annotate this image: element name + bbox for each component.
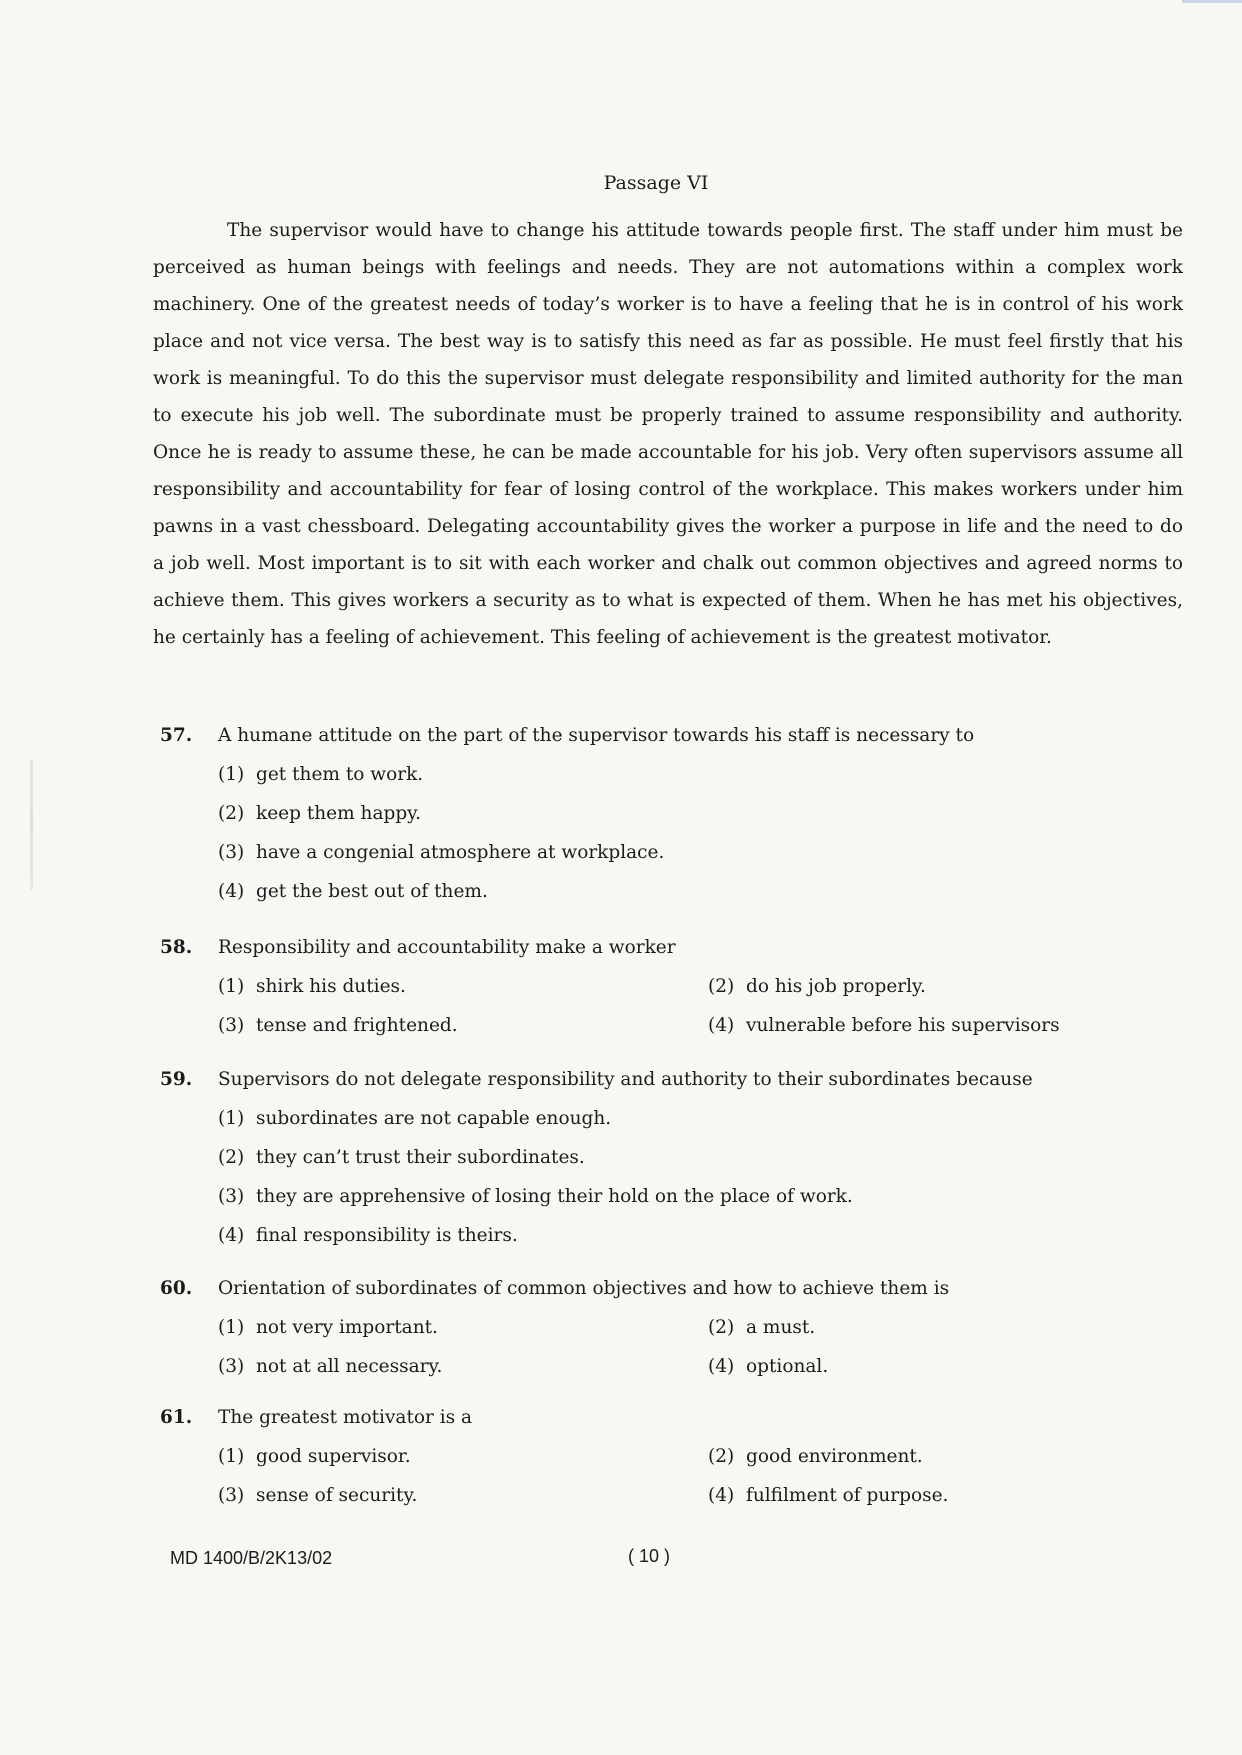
question-number: 59. xyxy=(160,1069,193,1090)
option-text: good supervisor. xyxy=(256,1446,411,1467)
option-number: (3) xyxy=(218,1356,245,1377)
option-text: good environment. xyxy=(746,1446,923,1467)
option-number: (1) xyxy=(218,764,245,785)
option-number: (1) xyxy=(218,1108,245,1129)
question-number: 60. xyxy=(160,1278,193,1299)
binding-mark xyxy=(30,760,33,890)
option-number: (3) xyxy=(218,1186,245,1207)
question-number: 58. xyxy=(160,937,193,958)
option-text: keep them happy. xyxy=(256,803,422,824)
question-61 xyxy=(160,1405,1190,1509)
question-text: Supervisors do not delegate responsibility and authority to their subordinates because xyxy=(218,1069,1033,1090)
option[interactable] xyxy=(218,801,1190,827)
option[interactable] xyxy=(218,974,708,1000)
question-60 xyxy=(160,1276,1190,1380)
option-number: (3) xyxy=(218,1485,245,1506)
option-text: get them to work. xyxy=(256,764,424,785)
option[interactable] xyxy=(218,762,1190,788)
option-number: (3) xyxy=(218,842,245,863)
option-text: not at all necessary. xyxy=(256,1356,443,1377)
option[interactable] xyxy=(218,840,1190,866)
page-number: ( 10 ) xyxy=(628,1546,671,1566)
option-number: (2) xyxy=(218,803,245,824)
document-code: MD 1400/B/2K13/02 xyxy=(170,1548,333,1568)
option-number: (3) xyxy=(218,1015,245,1036)
option-text: have a congenial atmosphere at workplace. xyxy=(256,842,665,863)
option-text: a must. xyxy=(746,1317,816,1338)
option[interactable] xyxy=(708,974,1188,1000)
option[interactable] xyxy=(708,1354,1188,1380)
option[interactable] xyxy=(218,1184,1190,1210)
option-text: subordinates are not capable enough. xyxy=(256,1108,612,1129)
option[interactable] xyxy=(218,1013,708,1039)
option-number: (4) xyxy=(218,881,245,902)
option[interactable] xyxy=(218,879,1190,905)
option-number: (1) xyxy=(218,1446,245,1467)
option-text: tense and frightened. xyxy=(256,1015,458,1036)
passage-text: The supervisor would have to change his attitude towards people first. The staff under him must be perceived as human beings with feelings and needs. They are not automations within a complex work machinery. One of the greatest needs of today’s worker is to have a feeling that he is in control of his work place and not vice versa. The best way is to satisfy this need as far as possible. He must feel firstly that his work is meaningful. To do this the supervisor must delegate responsibility and limited authority for the man to execute his job well. The subordinate must be properly trained to assume responsibility and authority. Once he is ready to assume these, he can be made accountable for his job. Very often supervisors assume all responsibility and accountability for fear of losing control of the workplace. This makes workers under him pawns in a vast chessboard. Delegating accountability gives the worker a purpose in life and the need to do a job well. Most important is to sit with each worker and chalk out common objectives and agreed norms to achieve them. This gives workers a security as to what is expected of them. When he has met his objectives, he certainly has a feeling of achievement. This feeling of achievement is the greatest motivator. xyxy=(153,220,1183,648)
option-text: final responsibility is theirs. xyxy=(256,1225,518,1246)
option-number: (4) xyxy=(708,1485,735,1506)
option[interactable] xyxy=(218,1483,708,1509)
option-text: do his job properly. xyxy=(746,976,926,997)
question-57 xyxy=(160,723,1190,918)
option-text: get the best out of them. xyxy=(256,881,488,902)
option[interactable] xyxy=(218,1444,708,1470)
option[interactable] xyxy=(708,1013,1188,1039)
option-text: optional. xyxy=(746,1356,829,1377)
option[interactable] xyxy=(708,1315,1188,1341)
scan-edge-mark xyxy=(1182,0,1242,3)
option-text: they can’t trust their subordinates. xyxy=(256,1147,585,1168)
option-number: (4) xyxy=(708,1015,735,1036)
option[interactable] xyxy=(708,1483,1188,1509)
option-number: (2) xyxy=(708,1317,735,1338)
question-58 xyxy=(160,935,1190,1039)
option-number: (4) xyxy=(708,1356,735,1377)
passage-title: Passage VI xyxy=(603,172,709,194)
option[interactable] xyxy=(218,1354,708,1380)
option-number: (4) xyxy=(218,1225,245,1246)
option[interactable] xyxy=(708,1444,1188,1470)
option[interactable] xyxy=(218,1315,708,1341)
option-text: shirk his duties. xyxy=(256,976,406,997)
option[interactable] xyxy=(218,1106,1190,1132)
question-number: 61. xyxy=(160,1407,193,1428)
option-number: (1) xyxy=(218,1317,245,1338)
option-text: not very important. xyxy=(256,1317,438,1338)
option-text: they are apprehensive of losing their hold on the place of work. xyxy=(256,1186,853,1207)
option[interactable] xyxy=(218,1145,1190,1171)
option-text: sense of security. xyxy=(256,1485,418,1506)
option-number: (2) xyxy=(708,1446,735,1467)
option-text: fulfilment of purpose. xyxy=(746,1485,949,1506)
question-text: Responsibility and accountability make a worker xyxy=(218,937,676,958)
question-text: The greatest motivator is a xyxy=(218,1407,473,1428)
question-number: 57. xyxy=(160,725,193,746)
option-number: (1) xyxy=(218,976,245,997)
question-text: A humane attitude on the part of the supervisor towards his staff is necessary to xyxy=(218,725,975,746)
option-text: vulnerable before his supervisors xyxy=(746,1015,1060,1036)
option-number: (2) xyxy=(708,976,735,997)
question-text: Orientation of subordinates of common objectives and how to achieve them is xyxy=(218,1278,950,1299)
option-number: (2) xyxy=(218,1147,245,1168)
option[interactable] xyxy=(218,1223,1190,1249)
question-59 xyxy=(160,1067,1190,1262)
